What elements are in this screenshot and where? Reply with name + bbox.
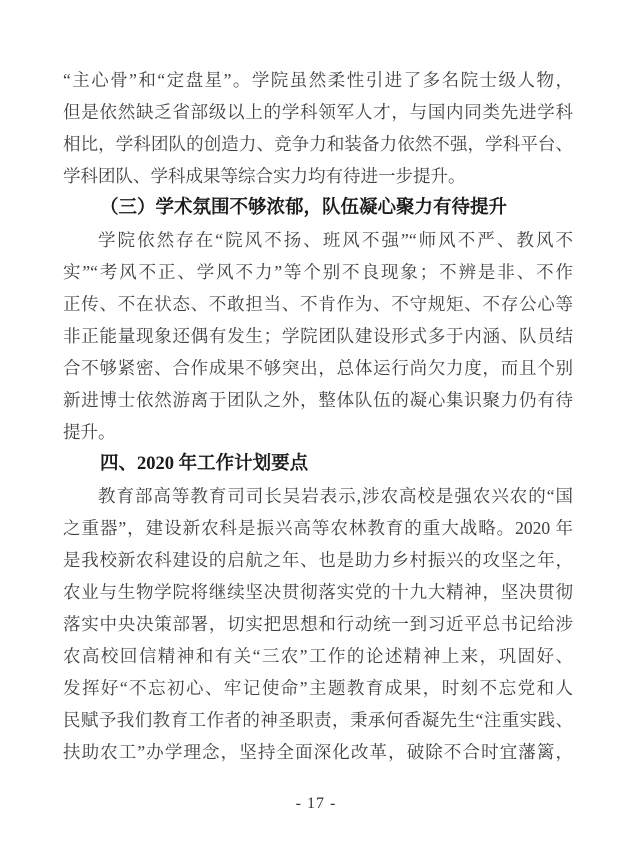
body-text-line: 相比，学科团队的创造力、竞争力和装备力依然不强，学科平台、 [63, 134, 573, 154]
body-text-line: 非正能量现象还偶有发生；学院团队建设形式多于内涵、队员结 [63, 326, 573, 346]
body-text-line: 实”“考风不正、学风不力”等个别不良现象；不辨是非、不作 [63, 262, 573, 282]
body-text-line: 扶助农工”办学理念，坚持全面深化改革，破除不合时宜藩篱， [63, 742, 573, 762]
body-text-line: 发挥好“不忘初心、牢记使命”主题教育成果，时刻不忘党和人 [63, 678, 573, 698]
body-text-line: 落实中央决策部署，切实把思想和行动统一到习近平总书记给涉 [63, 614, 573, 634]
body-text-line: 学院依然存在“院风不扬、班风不强”“师风不严、教风不 [98, 230, 573, 250]
body-text-line: “主心骨”和“定盘星”。学院虽然柔性引进了多名院士级人物， [63, 70, 573, 90]
body-text-line: 新进博士依然游离于团队之外，整体队伍的凝心集识聚力仍有待 [63, 390, 573, 410]
heading-line: 四、2020 年工作计划要点 [100, 454, 309, 474]
document-content [63, 64, 573, 768]
body-text-line: 提升。 [63, 422, 116, 442]
page-number: - 17 - [295, 795, 337, 812]
body-text-line: 民赋予我们教育工作者的神圣职责，秉承何香凝先生“注重实践、 [63, 710, 573, 730]
body-text-line: 但是依然缺乏省部级以上的学科领军人才，与国内同类先进学科 [63, 102, 573, 122]
body-text-line: 教育部高等教育司司长吴岩表示,涉农高校是强农兴农的“国 [98, 486, 573, 506]
body-text-line: 农高校回信精神和有关“三农”工作的论述精神上来，巩固好、 [63, 646, 573, 666]
body-text-line: 正传、不在状态、不敢担当、不肯作为、不守规矩、不存公心等 [63, 294, 573, 314]
body-text-line: 农业与生物学院将继续坚决贯彻落实党的十九大精神，坚决贯彻 [63, 582, 573, 602]
body-text-line: 之重器”，建设新农科是振兴高等农林教育的重大战略。2020 年 [63, 518, 573, 538]
body-text-line: 学科团队、学科成果等综合实力均有待进一步提升。 [63, 166, 466, 186]
body-text-line: 是我校新农科建设的启航之年、也是助力乡村振兴的攻坚之年， [63, 550, 573, 570]
heading-line: （三）学术氛围不够浓郁，队伍凝心聚力有待提升 [100, 198, 508, 218]
body-text-line: 合不够紧密、合作成果不够突出，总体运行尚欠力度，而且个别 [63, 358, 573, 378]
